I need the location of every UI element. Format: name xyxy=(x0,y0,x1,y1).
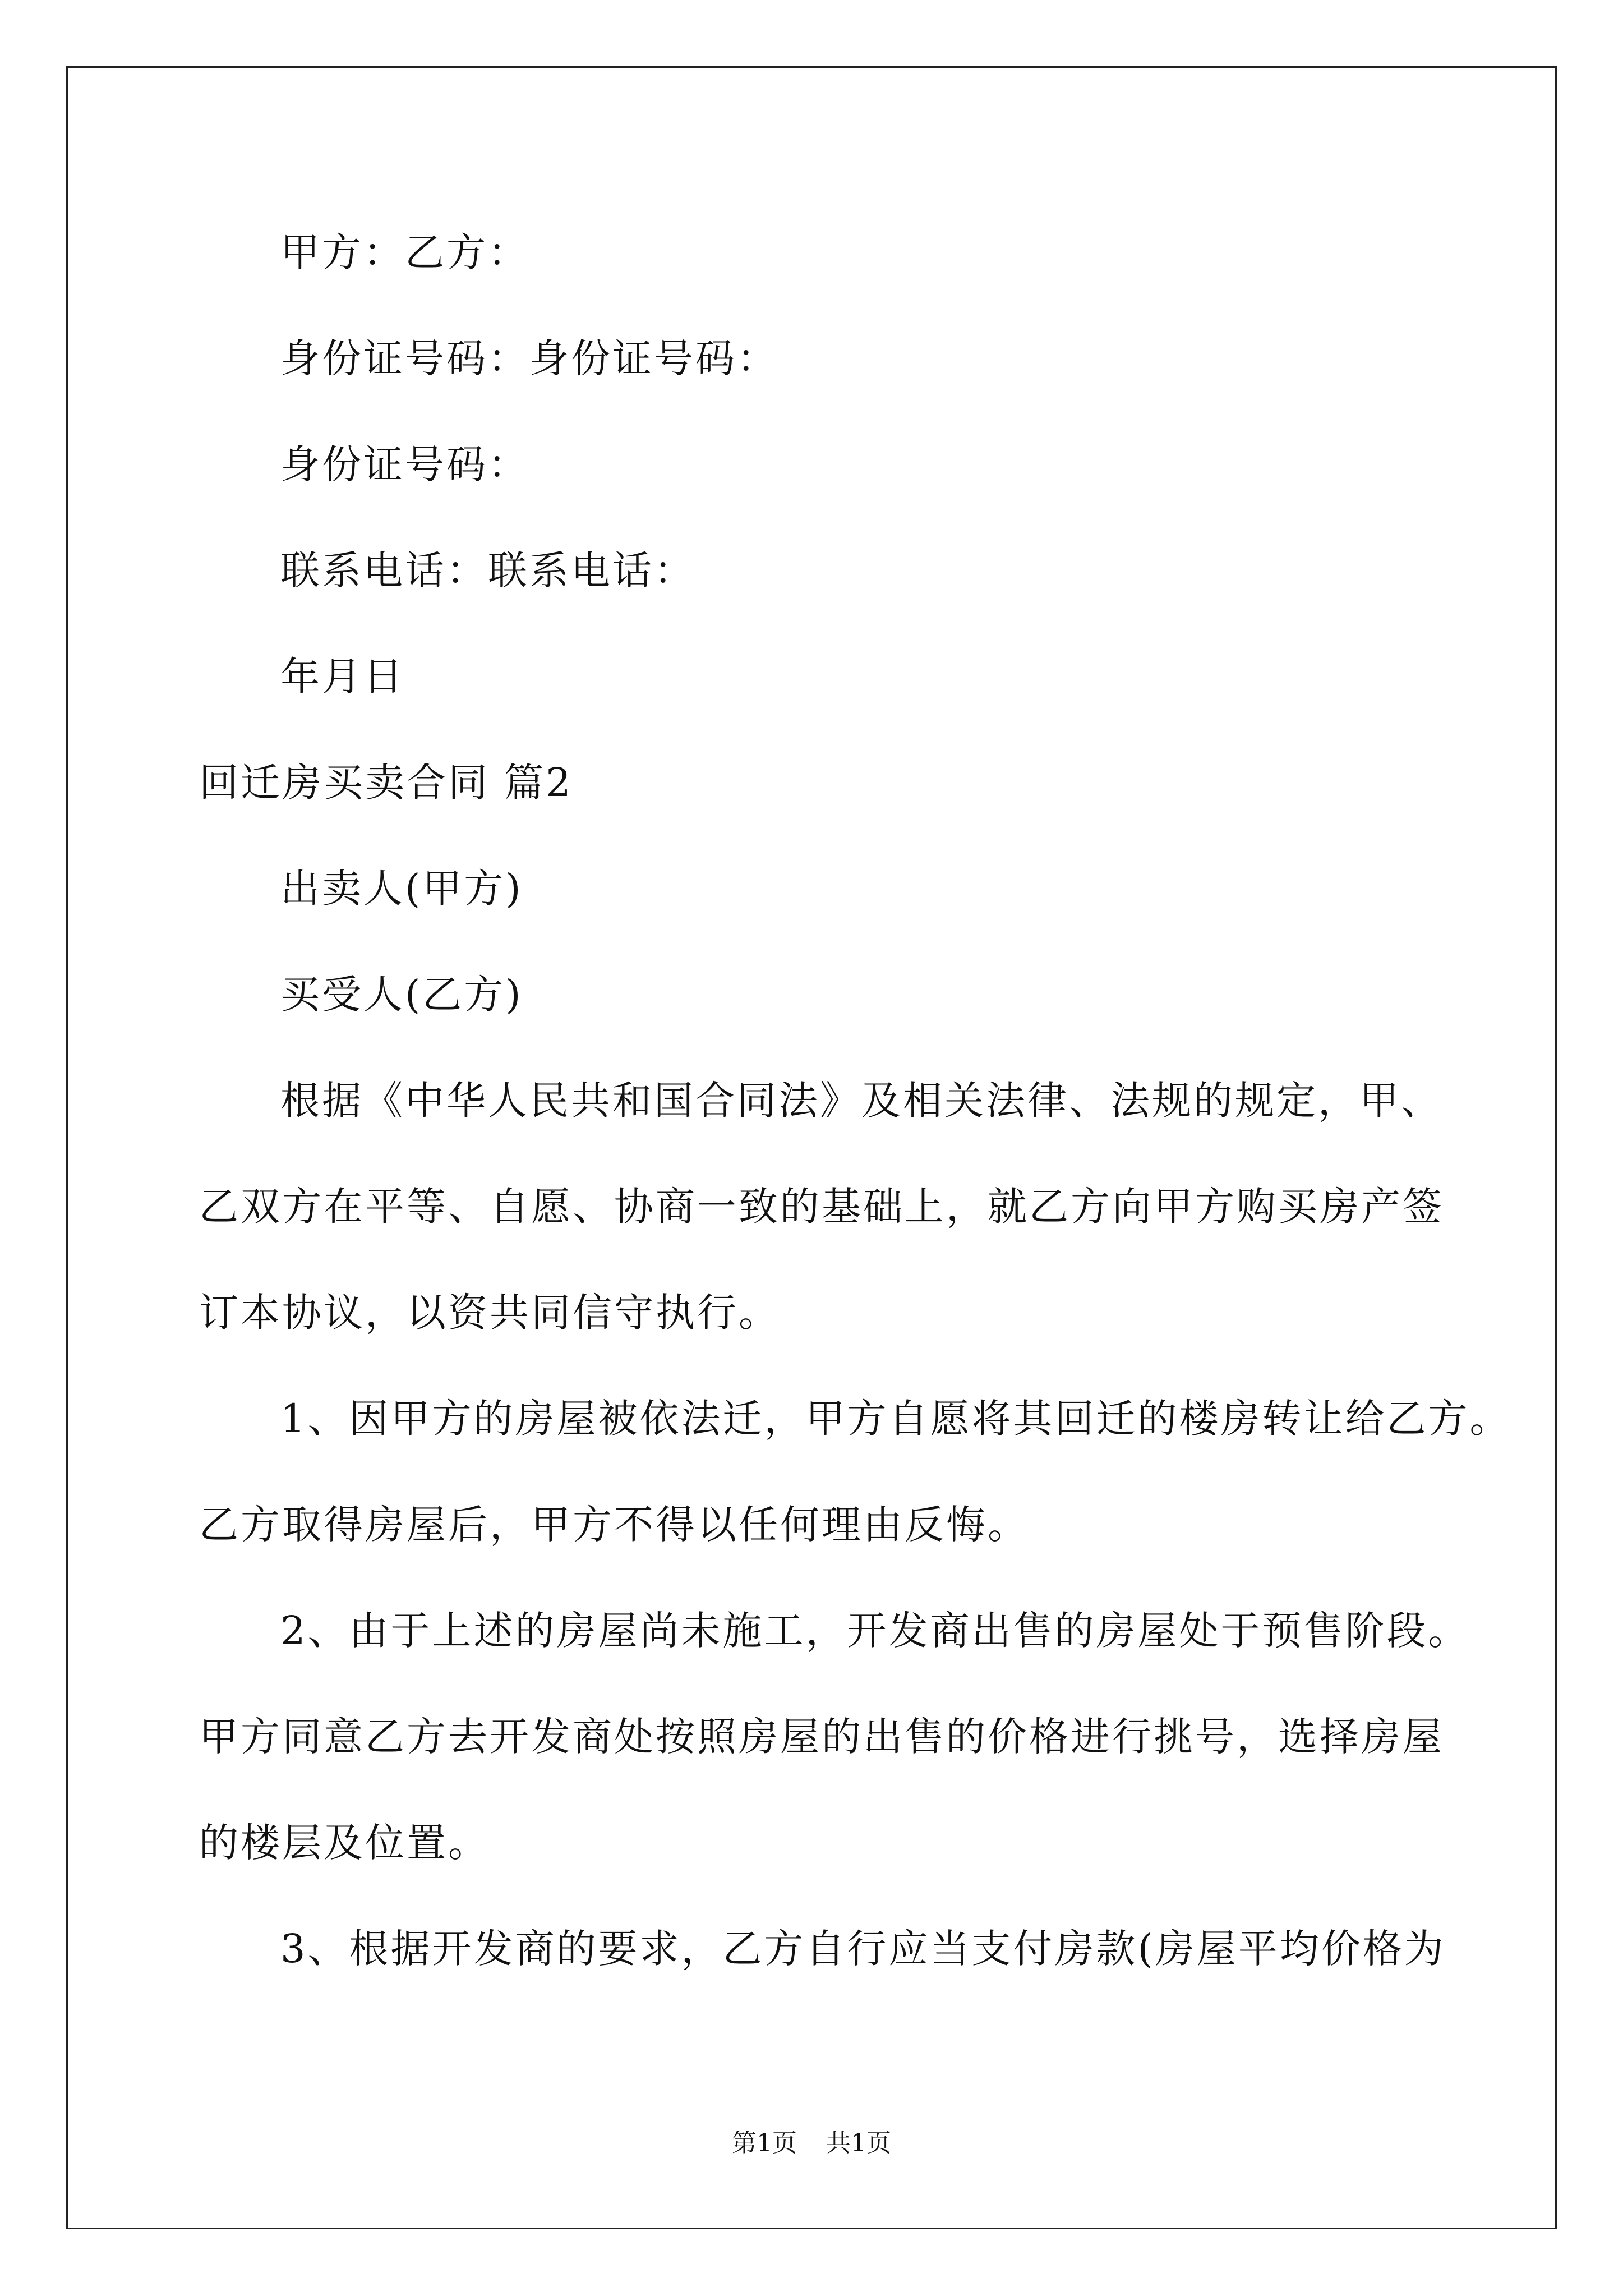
party-names-line: 甲方：乙方： xyxy=(280,229,529,275)
clause-2-line-2: 甲方同意乙方去开发商处按照房屋的出售的价格进行挑号，选择房屋 xyxy=(199,1714,1444,1760)
clause-2-line-1: 2、由于上述的房屋尚未施工，开发商出售的房屋处于预售阶段。 xyxy=(280,1608,1470,1654)
clause-1-line-2: 乙方取得房屋后，甲方不得以任何理由反悔。 xyxy=(199,1502,1029,1548)
seller-line: 出卖人(甲方) xyxy=(280,866,523,912)
page-current: 第1页 xyxy=(732,2129,797,2157)
buyer-line: 买受人(乙方) xyxy=(280,972,523,1018)
clause-2-line-3: 的楼层及位置。 xyxy=(199,1820,490,1866)
clause-3-line-1: 3、根据开发商的要求，乙方自行应当支付房款(房屋平均价格为 xyxy=(280,1926,1446,1972)
id-number-line-2: 身份证号码： xyxy=(280,441,529,487)
paragraph-intro-line-3: 订本协议，以资共同信守执行。 xyxy=(199,1290,780,1336)
id-number-line: 身份证号码：身份证号码： xyxy=(280,335,778,381)
date-line: 年月日 xyxy=(280,654,405,700)
paragraph-intro-line-2: 乙双方在平等、自愿、协商一致的基础上，就乙方向甲方购买房产签 xyxy=(199,1184,1444,1230)
page-total: 共1页 xyxy=(826,2129,891,2157)
section-title: 回迁房买卖合同 篇2 xyxy=(199,760,573,806)
page-footer xyxy=(0,2128,1623,2159)
page-border xyxy=(66,66,1557,2229)
clause-1-line-1: 1、因甲方的房屋被依法迁，甲方自愿将其回迁的楼房转让给乙方。 xyxy=(280,1396,1511,1442)
contact-phone-line: 联系电话：联系电话： xyxy=(280,547,695,593)
paragraph-intro-line-1: 根据《中华人民共和国合同法》及相关法律、法规的规定，甲、 xyxy=(280,1078,1442,1124)
